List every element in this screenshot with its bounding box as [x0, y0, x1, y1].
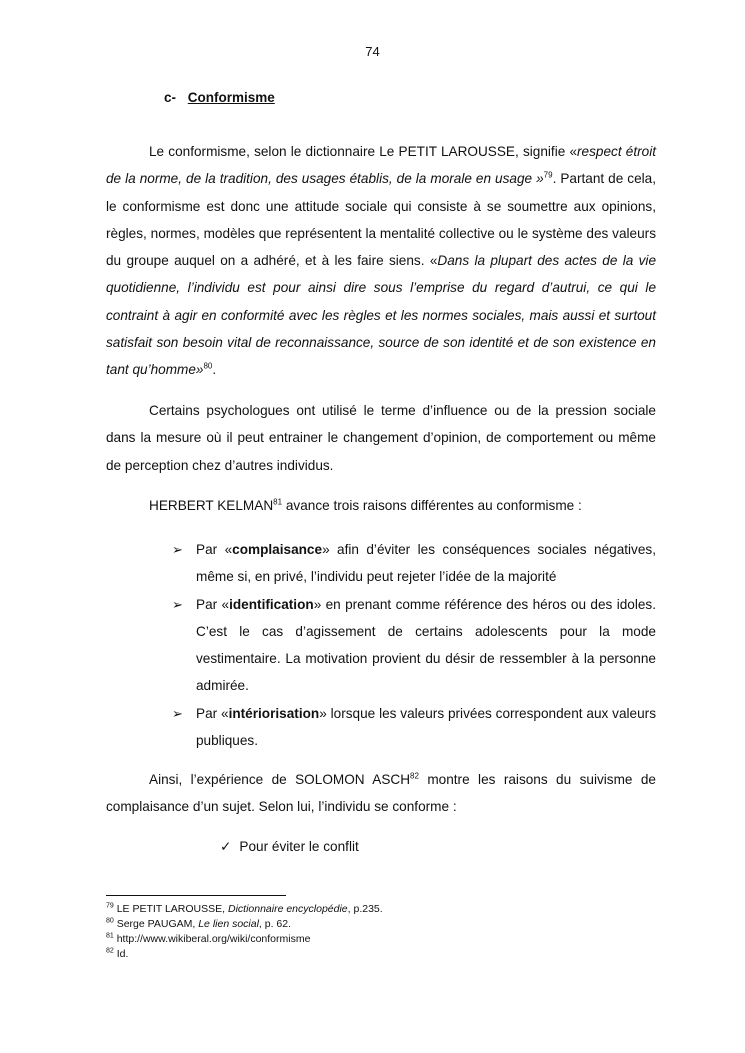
para1-text-1: Le conformisme, selon le dictionnaire Le PETIT LAROUSSE, signifie « — [149, 144, 578, 159]
para1-quote-2: Dans la plupart des actes de la vie quotidienne, l’individu est pour ainsi dire sous l’emprise du regard d’autrui, ce qui le contraint à agir en conformité avec les règles et les normes sociales, mais aussi et surtout satisfait son besoin vital de reconnaissance, source de son identité et de son existence en tant qu’homme» — [106, 253, 657, 378]
footnote-text-end: , p. 62. — [258, 918, 292, 930]
footnote — [106, 932, 383, 947]
item-term: intériorisation — [228, 705, 320, 721]
paragraph-definition — [106, 138, 656, 384]
list-item — [172, 536, 656, 591]
item-pre: Par « — [196, 542, 233, 557]
footnote-number: 82 — [106, 947, 114, 955]
paragraph-kelman — [106, 492, 656, 519]
paragraph-influence — [106, 397, 656, 479]
arrow-bullet-icon: ➢ — [172, 705, 183, 721]
page-number: 74 — [365, 44, 380, 59]
para1-text-2: . Partant de cela, le conformisme est donc une attitude sociale qui consiste à se soumettre aux opinions, règles, normes, modèles que représentent la mentalité collective ou le système des valeurs du groupe auquel on a adhéré, et à les faire siens. « — [106, 171, 657, 269]
footnotes — [106, 902, 383, 962]
checkmark-icon: ✓ — [220, 839, 232, 854]
paragraph-asch — [106, 766, 656, 821]
para2-text: Certains psychologues ont utilisé le terme d’influence ou de la pression sociale dans la mesure où il peut entrainer le changement d’opinion, de comportement ou même de perception chez d’autres individus. — [106, 403, 656, 473]
kelman-text: avance trois raisons différentes au conformisme : — [282, 498, 582, 513]
conformism-reasons-list — [172, 536, 656, 754]
item-post: » en prenant comme référence des héros ou des idoles. C’est le cas d’agissement de certains adolescents pour la mode vestimentaire. La motivation provient du désir de ressembler à la personne admirée. — [196, 596, 656, 694]
footnote — [106, 902, 383, 917]
footnote — [106, 947, 383, 962]
section-title: Conformisme — [187, 90, 275, 105]
section-label: c- — [164, 90, 177, 105]
footnote-ref-79: 79 — [543, 170, 553, 180]
footnote-ref-81: 81 — [273, 497, 283, 507]
arrow-bullet-icon: ➢ — [172, 542, 183, 557]
check-item-text: Pour éviter le conflit — [239, 839, 359, 854]
footnote-ref-80: 80 — [203, 361, 213, 371]
list-item — [172, 700, 656, 755]
item-pre: Par « — [196, 705, 229, 721]
arrow-bullet-icon: ➢ — [172, 596, 183, 612]
footnote-number: 79 — [106, 902, 114, 910]
footnote — [106, 917, 383, 932]
section-heading — [164, 90, 275, 105]
footnote-text: http://www.wikiberal.org/wiki/conformisme — [113, 933, 311, 945]
footnote-text: LE PETIT LAROUSSE, — [113, 903, 228, 915]
asch-text-2: montre les raisons du suivisme de complaisance d’un sujet. Selon lui, l’individu se conforme : — [106, 772, 656, 815]
item-post: » lorsque les valeurs privées correspondent aux valeurs publiques. — [196, 705, 656, 749]
footnote-ref-82: 82 — [410, 771, 419, 781]
para1-quote-1: respect étroit de la norme, de la tradition, des usages établis, de la morale en usage » — [106, 144, 656, 187]
footnote-text: Id. — [113, 948, 129, 960]
item-term: identification — [229, 596, 314, 612]
footnote-number: 81 — [106, 932, 114, 940]
item-pre: Par « — [196, 596, 230, 612]
item-post: » afin d’éviter les conséquences sociales négatives, même si, en privé, l’individu peut rejeter l’idée de la majorité — [196, 542, 656, 585]
check-list-item — [220, 833, 359, 860]
footnote-italic: Le lien social — [198, 918, 259, 930]
footnote-separator — [106, 895, 286, 896]
footnote-text-end: , p.235. — [347, 903, 383, 915]
para1-text-3: . — [212, 362, 217, 378]
footnote-italic: Dictionnaire encyclopédie — [227, 903, 348, 915]
list-item — [172, 591, 656, 700]
item-term: complaisance — [232, 542, 323, 557]
kelman-name: HERBERT KELMAN — [149, 498, 274, 513]
footnote-text: Serge PAUGAM, — [113, 918, 199, 930]
asch-text-1: Ainsi, l’expérience de SOLOMON ASCH — [149, 772, 411, 787]
footnote-number: 80 — [106, 917, 114, 925]
